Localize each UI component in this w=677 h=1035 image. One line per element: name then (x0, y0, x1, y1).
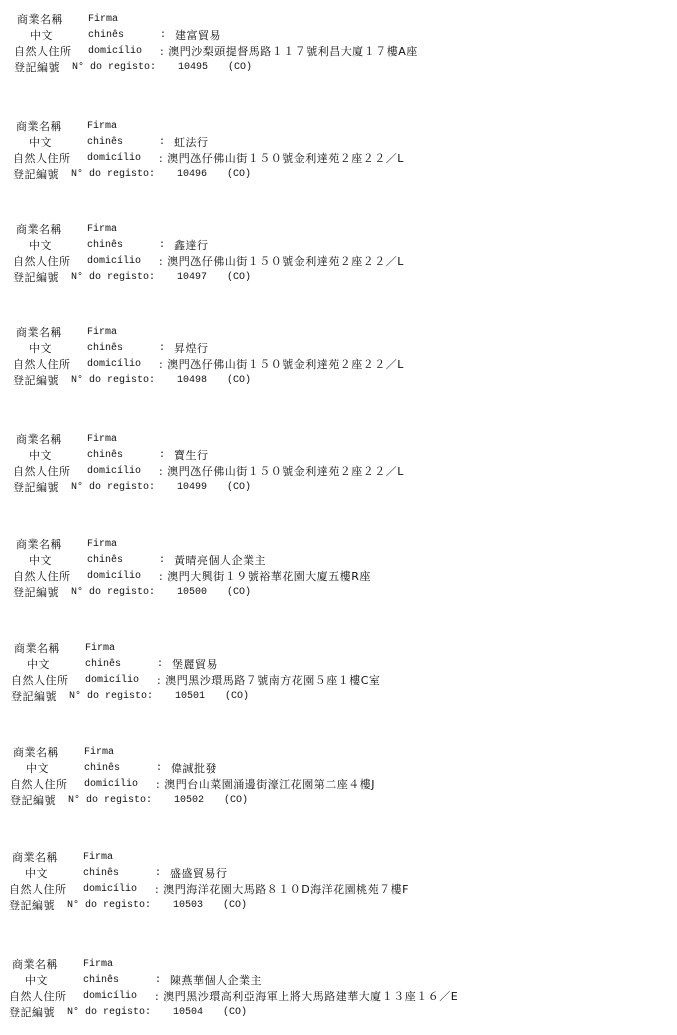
domicile-address: : 澳門氹仔佛山街１５０號金利達苑２座２２／L (159, 358, 404, 371)
colon: : (159, 450, 166, 461)
registry-number: 10500 (177, 587, 208, 598)
domicile-label-portuguese: domicílio (88, 46, 143, 57)
registry-entry (13, 432, 653, 510)
chinese-label-portuguese: chinês (87, 450, 124, 461)
registry-label-portuguese: N° do registo: (72, 62, 157, 73)
chinese-label: 中文 (27, 658, 50, 671)
registry-suffix: (CO) (223, 1007, 248, 1018)
registry-entry (9, 957, 649, 1035)
chinese-label-portuguese: chinês (83, 975, 120, 986)
domicile-label-chinese: 自然人住所 (11, 674, 69, 687)
registry-entry (11, 641, 651, 719)
domicile-label-portuguese: domicílio (85, 675, 140, 686)
domicile-label-portuguese: domicílio (83, 884, 138, 895)
registry-entry (9, 850, 649, 928)
registry-label-portuguese: N° do registo: (68, 795, 153, 806)
registry-suffix: (CO) (228, 62, 253, 73)
registry-label-portuguese: N° do registo: (71, 482, 156, 493)
chinese-label-portuguese: chinês (87, 240, 124, 251)
registry-label-chinese: 登記編號 (10, 794, 56, 807)
registry-entry (10, 745, 650, 823)
domicile-address: : 澳門大興街１９號裕華花園大廈五樓R座 (159, 570, 371, 583)
registry-entry (13, 119, 653, 197)
chinese-label-portuguese: chinês (87, 555, 124, 566)
colon: : (155, 868, 162, 879)
registry-label-portuguese: N° do registo: (71, 169, 156, 180)
colon: : (156, 763, 163, 774)
firm-name: 偉誠批發 (171, 762, 217, 775)
domicile-label-chinese: 自然人住所 (13, 465, 71, 478)
firma-label-portuguese: Firma (88, 14, 119, 25)
firm-name: 黃晴亮個人企業主 (174, 554, 266, 567)
domicile-address: : 澳門氹仔佛山街１５０號金利達苑２座２２／L (159, 152, 404, 165)
registry-label-chinese: 登記編號 (13, 168, 59, 181)
firm-name: 陳燕華個人企業主 (170, 974, 262, 987)
firma-label-chinese: 商業名稱 (16, 538, 62, 551)
registry-number: 10503 (173, 900, 204, 911)
registry-number: 10496 (177, 169, 208, 180)
registry-suffix: (CO) (224, 795, 249, 806)
domicile-label-chinese: 自然人住所 (13, 358, 71, 371)
registry-label-chinese: 登記編號 (13, 271, 59, 284)
domicile-label-portuguese: domicílio (87, 571, 142, 582)
colon: : (160, 30, 167, 41)
registry-label-portuguese: N° do registo: (71, 272, 156, 283)
registry-number: 10498 (177, 375, 208, 386)
firma-label-chinese: 商業名稱 (12, 851, 58, 864)
registry-suffix: (CO) (225, 691, 250, 702)
colon: : (157, 659, 164, 670)
firma-label-portuguese: Firma (87, 539, 118, 550)
domicile-label-chinese: 自然人住所 (13, 152, 71, 165)
firma-label-portuguese: Firma (85, 643, 116, 654)
firma-label-portuguese: Firma (84, 747, 115, 758)
registry-number: 10499 (177, 482, 208, 493)
firma-label-chinese: 商業名稱 (16, 433, 62, 446)
registry-label-chinese: 登記編號 (9, 899, 55, 912)
domicile-label-chinese: 自然人住所 (9, 990, 67, 1003)
chinese-label: 中文 (30, 29, 53, 42)
colon: : (155, 975, 162, 986)
domicile-label-chinese: 自然人住所 (13, 255, 71, 268)
firma-label-chinese: 商業名稱 (14, 642, 60, 655)
firma-label-chinese: 商業名稱 (13, 746, 59, 759)
domicile-address: : 澳門氹仔佛山街１５０號金利達苑２座２２／L (159, 255, 404, 268)
domicile-address: : 澳門海洋花園大馬路８１０D海洋花園桃苑７樓F (155, 883, 409, 896)
domicile-label-chinese: 自然人住所 (13, 570, 71, 583)
registry-label-chinese: 登記編號 (11, 690, 57, 703)
firma-label-portuguese: Firma (87, 224, 118, 235)
registry-label-portuguese: N° do registo: (67, 1007, 152, 1018)
registry-label-portuguese: N° do registo: (71, 587, 156, 598)
firm-name: 寶生行 (174, 449, 209, 462)
chinese-label: 中文 (26, 762, 49, 775)
firm-name: 堡麗貿易 (172, 658, 218, 671)
chinese-label-portuguese: chinês (88, 30, 125, 41)
domicile-address: : 澳門台山菜園涌邊街濠江花園第二座４樓J (156, 778, 375, 791)
domicile-address: : 澳門沙梨頭提督馬路１１７號利昌大廈１７樓A座 (160, 45, 418, 58)
chinese-label-portuguese: chinês (87, 343, 124, 354)
chinese-label: 中文 (29, 342, 52, 355)
colon: : (159, 555, 166, 566)
domicile-label-portuguese: domicílio (87, 153, 142, 164)
firma-label-chinese: 商業名稱 (16, 120, 62, 133)
domicile-label-portuguese: domicílio (87, 466, 142, 477)
domicile-address: : 澳門氹仔佛山街１５０號金利達苑２座２２／L (159, 465, 404, 478)
firma-label-portuguese: Firma (87, 434, 118, 445)
domicile-label-portuguese: domicílio (84, 779, 139, 790)
domicile-label-chinese: 自然人住所 (10, 778, 68, 791)
registry-label-chinese: 登記編號 (9, 1006, 55, 1019)
chinese-label-portuguese: chinês (83, 868, 120, 879)
registry-suffix: (CO) (227, 375, 252, 386)
chinese-label-portuguese: chinês (87, 137, 124, 148)
firm-name: 鑫達行 (174, 239, 209, 252)
registry-entry (13, 222, 653, 300)
firm-name: 盛盛貿易行 (170, 867, 228, 880)
chinese-label: 中文 (29, 554, 52, 567)
firma-label-chinese: 商業名稱 (12, 958, 58, 971)
registry-suffix: (CO) (223, 900, 248, 911)
colon: : (159, 343, 166, 354)
domicile-label-portuguese: domicílio (87, 256, 142, 267)
firma-label-portuguese: Firma (87, 327, 118, 338)
domicile-label-portuguese: domicílio (83, 991, 138, 1002)
colon: : (159, 137, 166, 148)
registry-label-portuguese: N° do registo: (67, 900, 152, 911)
registry-number: 10501 (175, 691, 206, 702)
firma-label-chinese: 商業名稱 (16, 326, 62, 339)
firm-name: 建富貿易 (175, 29, 221, 42)
chinese-label: 中文 (25, 867, 48, 880)
registry-label-portuguese: N° do registo: (69, 691, 154, 702)
firma-label-chinese: 商業名稱 (17, 13, 63, 26)
registry-number: 10495 (178, 62, 209, 73)
firma-label-portuguese: Firma (83, 959, 114, 970)
registry-suffix: (CO) (227, 272, 252, 283)
registry-suffix: (CO) (227, 482, 252, 493)
registry-label-chinese: 登記編號 (13, 374, 59, 387)
firma-label-portuguese: Firma (87, 121, 118, 132)
chinese-label: 中文 (25, 974, 48, 987)
registry-number: 10504 (173, 1007, 204, 1018)
registry-number: 10497 (177, 272, 208, 283)
chinese-label-portuguese: chinês (85, 659, 122, 670)
registry-suffix: (CO) (227, 587, 252, 598)
registry-entry (13, 537, 653, 615)
chinese-label: 中文 (29, 239, 52, 252)
domicile-address: : 澳門黑沙環高利亞海軍上將大馬路建華大廈１３座１６／E (155, 990, 459, 1003)
registry-suffix: (CO) (227, 169, 252, 180)
domicile-label-chinese: 自然人住所 (9, 883, 67, 896)
registry-label-chinese: 登記編號 (13, 481, 59, 494)
registry-label-chinese: 登記編號 (13, 586, 59, 599)
registry-entry (14, 12, 654, 90)
chinese-label: 中文 (29, 136, 52, 149)
firma-label-chinese: 商業名稱 (16, 223, 62, 236)
firma-label-portuguese: Firma (83, 852, 114, 863)
chinese-label-portuguese: chinês (84, 763, 121, 774)
firm-name: 虹法行 (174, 136, 209, 149)
firm-name: 昇煌行 (174, 342, 209, 355)
registry-entry (13, 325, 653, 403)
domicile-address: : 澳門黑沙環馬路７號南方花園５座１樓C室 (157, 674, 381, 687)
chinese-label: 中文 (29, 449, 52, 462)
registry-label-portuguese: N° do registo: (71, 375, 156, 386)
colon: : (159, 240, 166, 251)
registry-label-chinese: 登記編號 (14, 61, 60, 74)
domicile-label-chinese: 自然人住所 (14, 45, 72, 58)
domicile-label-portuguese: domicílio (87, 359, 142, 370)
registry-number: 10502 (174, 795, 205, 806)
